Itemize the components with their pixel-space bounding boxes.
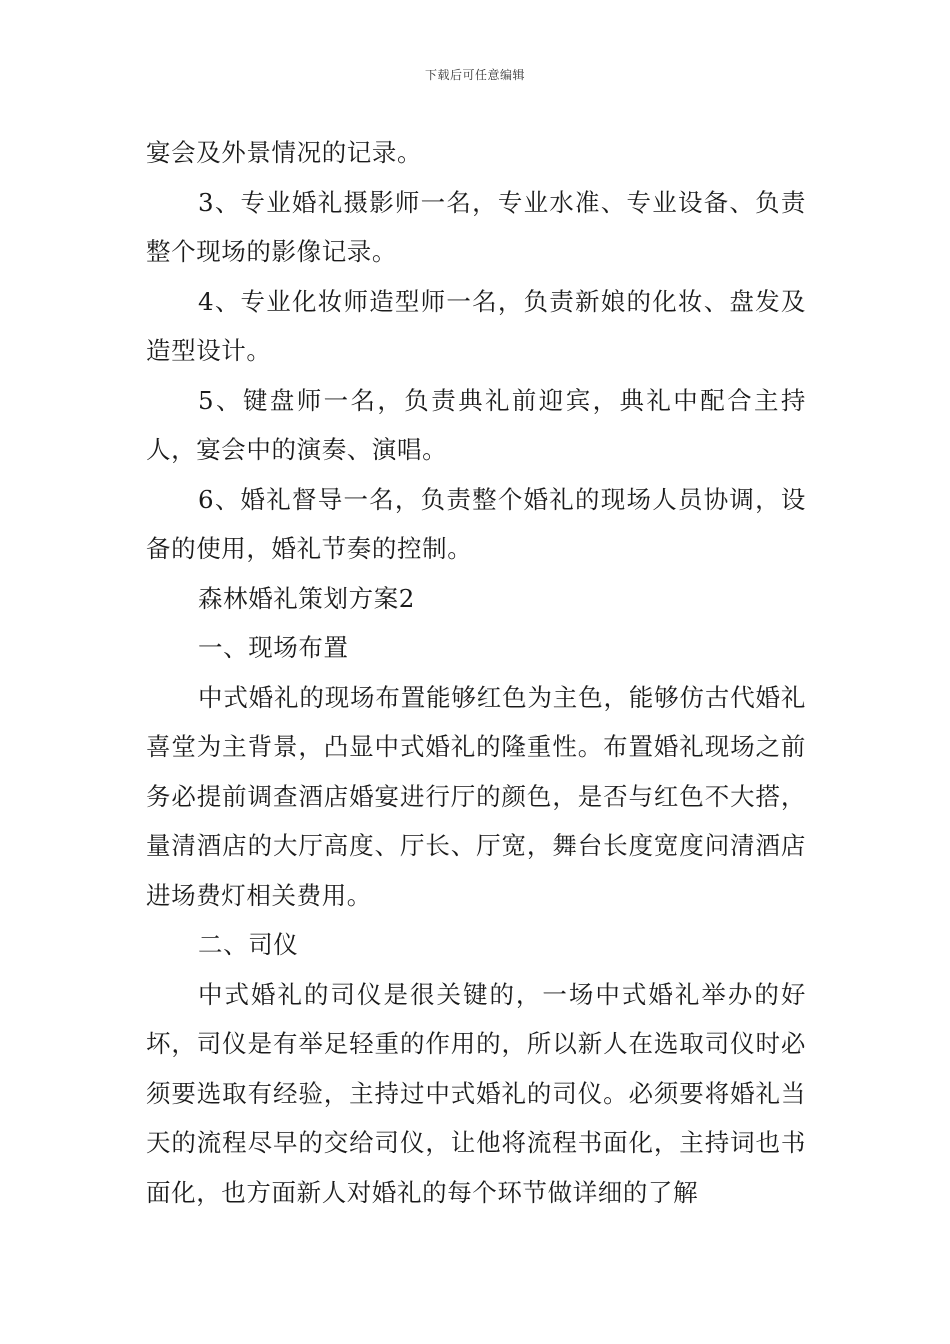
paragraph: 宴会及外景情况的记录。	[146, 138, 423, 167]
section-heading: 二、司仪	[198, 930, 299, 959]
section-heading: 森林婚礼策划方案2	[198, 583, 415, 613]
document-body	[146, 128, 806, 1217]
paragraph: 3、专业婚礼摄影师一名，专业水准、专业设备、负责整个现场的影像记录。	[146, 187, 806, 266]
paragraph: 4、专业化妆师造型师一名，负责新娘的化妆、盘发及造型设计。	[146, 286, 806, 365]
paragraph: 中式婚礼的现场布置能够红色为主色，能够仿古代婚礼喜堂为主背景，凸显中式婚礼的隆重性。布置婚礼现场之前务必提前调查酒店婚宴进行厅的颜色，是否与红色不大搭，量清酒店的大厅高度、厅长、厅宽，舞台长度宽度问清酒店进场费灯相关费用。	[146, 682, 806, 910]
paragraph: 中式婚礼的司仪是很关键的，一场中式婚礼举办的好坏，司仪是有举足轻重的作用的，所以新人在选取司仪时必须要选取有经验，主持过中式婚礼的司仪。必须要将婚礼当天的流程尽早的交给司仪，让他将流程书面化，主持词也书面化，也方面新人对婚礼的每个环节做详细的了解	[146, 979, 806, 1207]
paragraph: 5、键盘师一名，负责典礼前迎宾，典礼中配合主持人，宴会中的演奏、演唱。	[146, 385, 806, 464]
section-heading: 一、现场布置	[198, 633, 349, 662]
paragraph: 6、婚礼督导一名，负责整个婚礼的现场人员协调，设备的使用，婚礼节奏的控制。	[146, 484, 806, 563]
page-header-note: 下载后可任意编辑	[424, 68, 525, 82]
